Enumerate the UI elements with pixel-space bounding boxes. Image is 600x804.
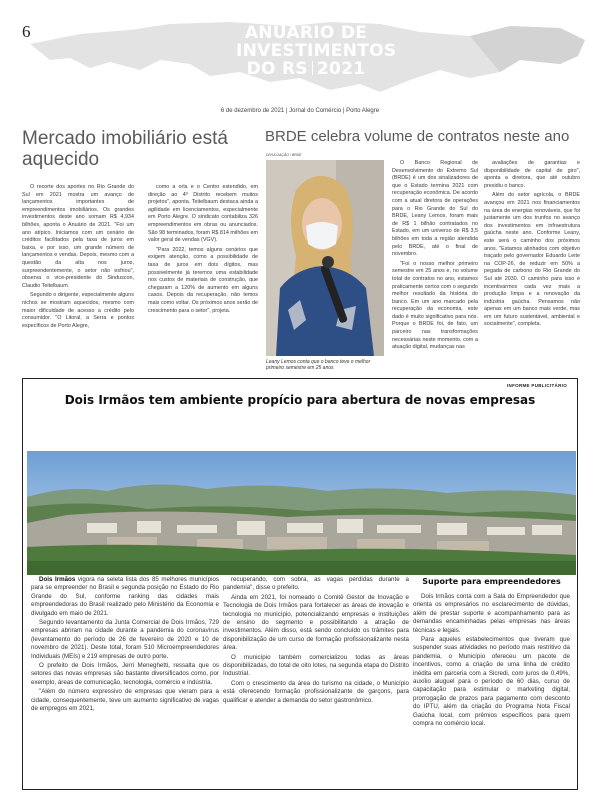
advertorial-label: INFORME PUBLICITÁRIO [507, 383, 567, 388]
paragraph: Além do setor agrícola, o BRDE avançou em 2021 nos financiamentos na área de energias renováveis, que foi justamente um dos trunfos no avanço dos investimentos em infraestrutura gaúcha neste ano. Conforme Leany, este será o caminho dos próximos anos. "Estamos alinhados com objetivo traçado pelo governador Eduardo Leite na COP-26, de reduzir em 50% a pegada de carbono do Rio Grande do Sul até 2030. O caminho para isso é incentivarmos cada vez mais a produção limpa e a renovação da indústria gaúcha. Pensamos não apenas em um banco mais verde, mas em um futuro sustentável, ambiental e socialmente", completa. [484, 192, 580, 328]
city-aerial-photo [27, 451, 576, 575]
article-left-column-2 [148, 184, 258, 317]
paragraph: "Para 2022, temos alguns cenários que exigem atenção, como a possibilidade de taxa de juros em dois dígitos, mas possivelmente já teremos uma estabilidade nos custos de materiais de construção, que chegaram a 120% de aumento em alguns casos. Depois da recuperação, não temos mais como voltar. Os próximos anos serão de crescimento para o setor", projeta. [148, 246, 258, 314]
paragraph: Segundo levantamento da Junta Comercial de Dois Irmãos, 729 empresas abriram na cidade durante a pandemia do coronavírus (levantamento do período de 26 de fevereiro de 2020 e 10 de novembro de 2021). Deste total, foram 510 Microempreendedores Individuais (MEIs) e 219 empresas de outro porte. [31, 619, 219, 660]
paragraph: Segundo o dirigente, especialmente alguns nichos se mostram aquecidos, mesmo com maior dificuldade de acesso a crédito pelo consumidor. "O Litoral, a Serra e pontos específicos de Porto Alegre, [22, 292, 134, 329]
paragraph: "Foi o nosso melhor primeiro semestre em 25 anos e, no volume total de contratos no ano, estamos praticamente certos com o segundo melhor resultado da história do banco. Em um ano marcado pela recuperação da economia, este dado é muito significativo para nós. Porque o BRDE foi, de fato, um parceiro nas transformações necessárias neste momento, com a atuação digital, mudanças nas [392, 260, 478, 351]
lead-city-name: Dois Irmãos [39, 576, 76, 583]
paragraph: Dois Irmãos conta com a Sala do Empreendedor que orienta os empresários no esclarecimento de dúvidas, além de prestar suporte e acompanhamento para as demandas encaminhadas pelas empresas nas áreas técnicas e legais. [413, 593, 570, 634]
portrait-photo [266, 160, 384, 356]
paragraph: O prefeito de Dois Irmãos, Jerri Meneghetti, ressalta que os setores das novas empresas são bastante diversificados como, por exemplo, áreas de comunicação, tecnologia, comércio e indústria. [31, 662, 219, 686]
headline-mercado-imobiliario: Mercado imobiliário está aquecido [22, 128, 228, 170]
page-number: 6 [22, 22, 31, 41]
paragraph: Com o crescimento da área do turismo na cidade, o Município está oferecendo formação profissionalizante de garçons, para qualificar e atender a demanda do setor gastronômico. [223, 679, 409, 704]
paragraph: Dois Irmãos vigora na seleta lista dos 85 melhores municípios para se empreender no Brasil e segunda posição no Estado do Rio Grande do Sul, conforme ranking das cidades mais empreendedoras do Brasil realizado pelo Ministério da Economia e divulgado em maio de 2021. [31, 576, 219, 617]
paragraph: Para aqueles estabelecimentos que tiveram que suspender suas atividades no período mais restritivo da pandemia, o Município ofereceu um pacote de incentivos, como a criação de uma linha de crédito inédita em parceria com a Sicredi, com juros de 0,49%, auxílio aluguel para o período de 60 dias, curso de capacitação para estimular o marketing digital, prorrogação de prazos para pagamento com desconto do IPTU, além da criação do Programa Nota Fiscal Gaúcha local, com prêmios específicos para quem compra no comércio local. [413, 636, 570, 728]
masthead-year: 2021 [316, 59, 366, 79]
advertorial-column-1 [31, 576, 219, 715]
advertorial-column-3 [413, 593, 570, 730]
masthead-line-3 [236, 60, 376, 78]
masthead-region: DO RS [246, 59, 308, 79]
advertorial-title: Dois Irmãos tem ambiente propício para abertura de novas empresas [64, 393, 536, 407]
article-right-column-1 [392, 160, 478, 354]
paragraph: O Banco Regional de Desenvolvimento do Extremo Sul (BRDE) é um dos sinalizadores de que o Estado termina 2021 com recuperação econômica. De acordo com a atual diretora de operações para o Rio Grande do Sul do BRDE, Leany Lemos, foram mais de R$ 1 bilhão contratados no Estado, em um universo de R$ 3,5 bilhões em toda a região atendida pelo BRDE, até o final de novembro. [392, 160, 478, 258]
masthead [236, 23, 397, 79]
dateline: 6 de dezembro de 2021 | Jornal do Comércio | Porto Alegre [220, 108, 380, 114]
paragraph: avaliações de garantias e disponibilidade de capital de giro", aponta a diretora, que até outubro presidiu o banco. [484, 160, 580, 189]
paragraph: recuperando, com sobra, as vagas perdidas durante a pandemia", disse o prefeito. [223, 576, 409, 592]
paragraph: "Além do número expressivo de empresas que vieram para a cidade, consequentemente, teve um aumento significativo de vagas de empregos em 2021, [31, 688, 219, 713]
advertorial-box [22, 378, 578, 790]
masthead-line-2: INVESTIMENTOS [236, 41, 397, 61]
paragraph: O recorte dos aportes no Rio Grande do Sul em 2021 mostra um avanço de lançamentos importantes de empreendimentos imobiliários. Os grandes investimentos deste ano somam R$ 4,934 bilhões, aponta o Anuário de 2021. "Foi um ano atípico. Iniciamos com um cenário de créditos facilitados pela taxa de juros em baixa, e por isso, um grande número de lançamentos e vendas. Depois, mesmo com a questão da alta nos juros, surpreendentemente, o setor não esfriou", observa o vice-presidente do Sinduscon, Claudio Teitelbaum. [22, 184, 134, 289]
headline-brde: BRDE celebra volume de contratos neste ano [265, 128, 570, 145]
photo-credit: DIVULGAÇÃO / BRDE [266, 153, 302, 157]
article-left-column-1 [22, 184, 134, 332]
paragraph: Ainda em 2021, foi nomeado o Comitê Gestor de Inovação e Tecnologia de Dois Irmãos para fortalecer as áreas de inovação e tecnologia no município, potencializando empresas e instituições de ensino do segmento e possibilitando a atração de investimentos. Além disso, está sendo concluído os trâmites para disponibilização de um curso de formação profissionalizante nesta área. [223, 593, 409, 652]
photo-caption: Leany Lemos conta que o banco teve o melhor primeiro semestre em 25 anos [266, 359, 371, 371]
paragraph: como a orla e o Centro estendido, em direção ao 4º Distrito recebem muitos projetos", aponta. Teitelbaum destaca ainda a agilidade em licenciamentos, especialmente em Porto Alegre. O sindicato contabiliza 326 empreendimentos em obras ou anunciados. São 98 terminados, foram R$ 814 milhões em valor geral de vendas (VGV). [148, 184, 258, 244]
advertorial-column-2 [223, 576, 409, 706]
masthead-line-1: ANUÁRIO DE [244, 23, 368, 43]
article-right-column-2 [484, 160, 580, 331]
advertorial-subhead: Suporte para empreendedores [422, 577, 561, 586]
paragraph: O município também comercializou todas as áreas disponibilizadas, do total de oito lotes, na segunda etapa do Distrito Industrial. [223, 653, 409, 678]
